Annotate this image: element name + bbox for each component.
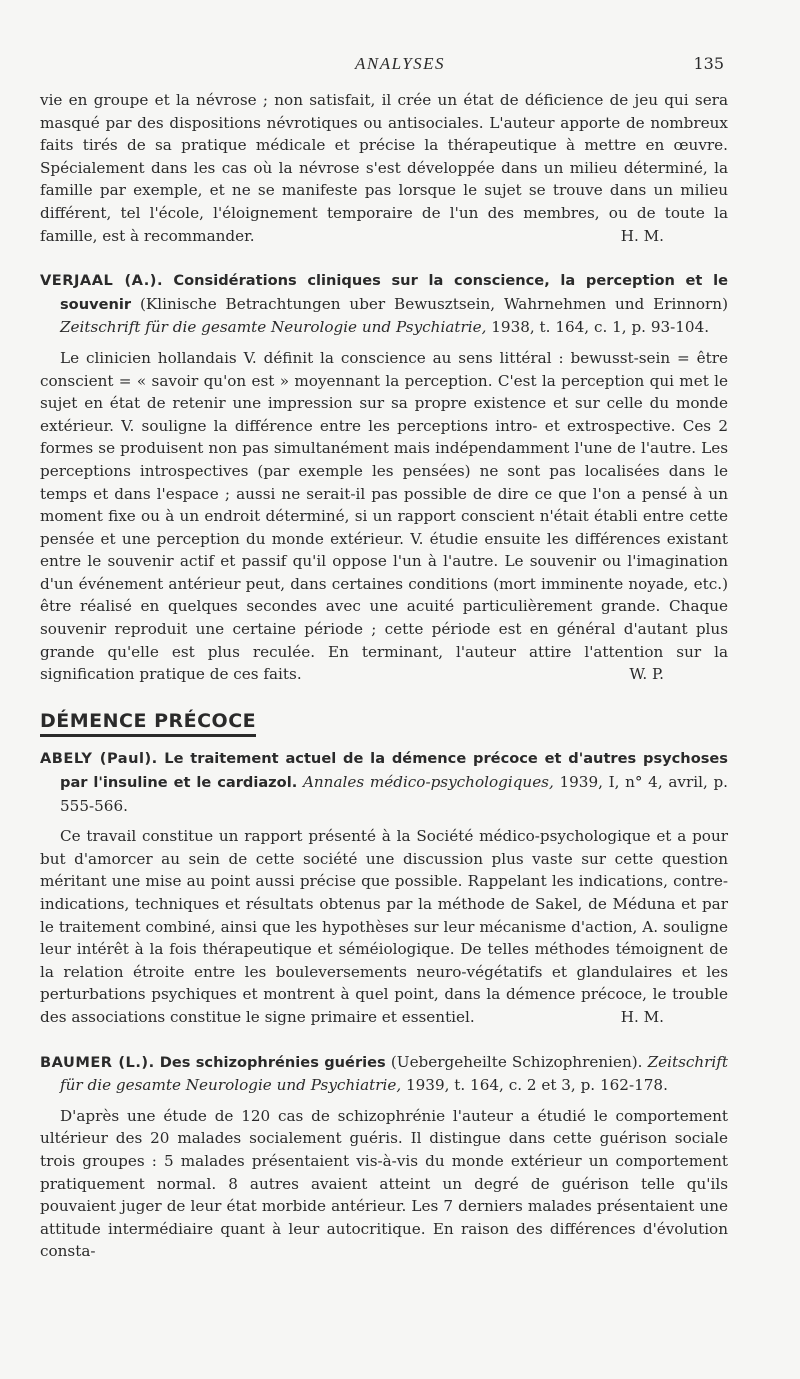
page-body bbox=[40, 89, 728, 1263]
entry-baumer-body: D'après une étude de 120 cas de schizophrénie l'auteur a étudié le comportement ultérieur des 20 malades socialement guéris. Il distingue dans cette guérison sociale trois groupes : 5 malades présentaient vis-à-vis du monde extérieur un comportement pratiquement normal. 8 autres avaient atteint un degré de guérison telle qu'ils pouvaient juger de leur état morbide antérieur. Les 7 derniers malades présentaient une attitude intermédiaire quant à leur autocritique. En raison des différences d'évolution consta- bbox=[40, 1106, 728, 1261]
entry-baumer-abstract bbox=[40, 1105, 728, 1263]
entry-verjaal-signature: W. P. bbox=[629, 665, 664, 684]
section-heading: DÉMENCE PRÉCOCE bbox=[40, 710, 256, 738]
entry-abely-body: Ce travail constitue un rapport présenté à la Société médico-psychologique et a pour but d'amorcer au sein de cette société une discussion plus vaste sur cette question méritant une mise au point aussi précise que possible. Rappelant les indications, contre-indications, techniques et résultats obtenus par la méthode de Sakel, de Méduna et par le traitement combiné, ainsi que les hypothèses sur leur mécanisme d'action, A. souligne leur intérêt à la fois thérapeutique et séméiologique. De telles méthodes témoignent de la relation étroite entre les bouleversements neuro-végétatifs et glandulaires et les perturbations psychiques et montrent à quel point, dans la démence précoce, le trouble des associations constitue le signe primaire et essentiel. bbox=[40, 827, 728, 1026]
entry-verjaal-reference: 1938, t. 164, c. 1, p. 93-104. bbox=[491, 318, 710, 337]
entry-abely-title: Le traitement actuel de la démence précoce et d'autres psychoses par l'insuline et le cardiazol. bbox=[60, 750, 728, 792]
intro-text: vie en groupe et la névrose ; non satisfait, il crée un état de déficience de jeu qui sera masqué par des dispositions névrotiques ou antisociales. L'auteur apporte de nombreux faits tirés de sa pratique médicale et précise la thérapeutique à mettre en œuvre. Spécialement dans les cas où la névrose s'est développée dans un milieu déterminé, la famille par exemple, et ne se manifeste pas lorsque le sujet se trouve dans un milieu différent, tel l'école, l'éloignement temporaire de l'un des membres, ou de toute la famille, est à recommander. bbox=[40, 91, 728, 245]
entry-abely-reference: 1939, I, n° 4, avril, p. 555-566. bbox=[60, 773, 728, 815]
entry-baumer-journal: Zeitschrift für die gesamte Neurologie und Psychiatrie, bbox=[60, 1052, 729, 1095]
entry-baumer-reference: 1939, t. 164, c. 2 et 3, p. 162-178. bbox=[405, 1076, 668, 1095]
header-title: ANALYSES bbox=[354, 54, 446, 73]
entry-baumer-author: BAUMER (L.). bbox=[40, 1053, 155, 1071]
entry-abely-signature: H. M. bbox=[620, 1007, 664, 1026]
entry-abely-abstract bbox=[40, 825, 728, 1028]
entry-baumer-title: Des schizophrénies guéries bbox=[159, 1053, 386, 1071]
entry-verjaal-title: Considérations cliniques sur la conscience, la perception et le souvenir bbox=[60, 272, 728, 313]
entry-verjaal-subtitle: (Klinische Betrachtungen uber Bewusztsein, Wahrnehmen und Erinnorn) bbox=[139, 294, 728, 313]
entry-baumer-citation bbox=[40, 1051, 728, 1097]
intro-paragraph bbox=[40, 89, 728, 247]
intro-signature: H. M. bbox=[620, 226, 664, 245]
entry-verjaal-abstract bbox=[40, 347, 728, 686]
entry-verjaal-body: Le clinicien hollandais V. définit la conscience au sens littéral : bewusst-sein = être conscient = « savoir qu'on est » moyennant la perception. C'est la perception qui met le sujet en état de retenir une impression sur sa propre existence et sur celle du monde extérieur. V. souligne la différence entre les perceptions intro- et extrospective. Ces 2 formes se produisent non pas simultanément mais indépendamment l'une de l'autre. Les perceptions introspectives (par exemple les pensées) ne sont pas localisées dans le temps et dans l'espace ; aussi ne serait-il pas possible de dire ce que l'on a pensé à un moment fixe ou à un endroit déterminé, si un rapport conscient n'était établi entre cette pensée et une perception du monde extérieur. V. étudie ensuite les différences existant entre le souvenir actif et passif qu'il oppose l'un à l'autre. Le souvenir ou l'imagination d'un événement antérieur peut, dans certaines conditions (mort imminente noyade, etc.) être réalisé en quelques secondes avec une acuité particulièrement grande. Chaque souvenir reproduit une certaine période ; cette période est en général d'autant plus grande qu'elle est plus reculée. En terminant, l'auteur attire l'attention sur la signification pratique de ces faits. bbox=[40, 348, 728, 684]
page-number: 135 bbox=[693, 54, 724, 73]
entry-verjaal-citation bbox=[40, 269, 728, 339]
entry-abely-journal: Annales médico-psychologiques, bbox=[302, 773, 554, 792]
entry-abely-author: ABELY (Paul). bbox=[40, 750, 158, 768]
entry-verjaal-journal: Zeitschrift für die gesamte Neurologie und Psychiatrie, bbox=[60, 318, 487, 337]
running-header bbox=[0, 54, 800, 80]
entry-baumer-subtitle: (Uebergeheilte Schizophrenien). bbox=[390, 1052, 643, 1071]
entry-verjaal-author: VERJAAL (A.). bbox=[40, 272, 163, 290]
entry-abely-citation bbox=[40, 747, 728, 817]
